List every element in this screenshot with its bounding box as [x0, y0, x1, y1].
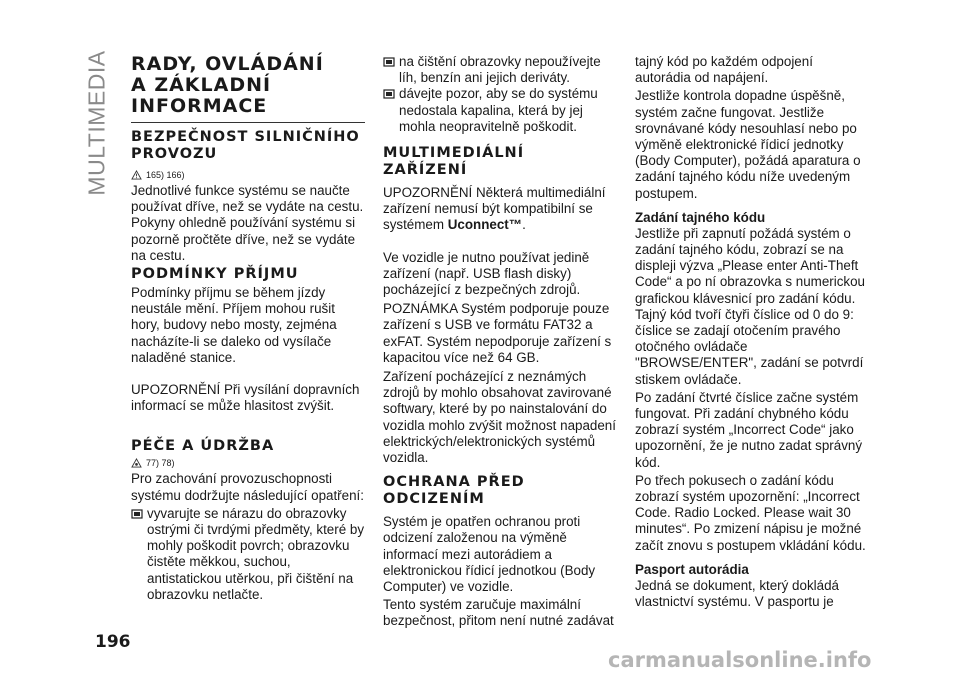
warning-references	[131, 457, 365, 469]
caution-hand-icon	[131, 458, 142, 468]
section-heading-care: PÉČE A ÚDRŽBA	[131, 438, 275, 455]
heading-line: MULTIMEDIÁLNÍ	[383, 145, 525, 162]
bullet-text: dávejte pozor, aby se do systému nedostala kapalina, která by jej mohla neopravitelně poškodit.	[399, 86, 598, 134]
bullet-text: vyvarujte se nárazu do obrazovky ostrými či tvrdými předměty, které by mohly poškodit povrch; obrazovku čistěte měkkou, suchou, antistatickou utěrkou, při čištění na obrazovku netlačte.	[147, 505, 365, 602]
column-2	[383, 54, 617, 632]
section-heading-reception: PODMÍNKY PŘÍJMU	[131, 266, 299, 283]
reference-numbers: 77) 78)	[146, 458, 175, 469]
warning-note: UPOZORNĚNÍ Při vysílání dopravních informací se může hlasitost zvýšit.	[131, 382, 360, 414]
reference-numbers: 165) 166)	[146, 170, 185, 180]
paragraph: Po třech pokusech o zadání kódu zobrazí systém upozornění: „Incorrect Code. Radio Locked. Please wait 30 minutes“. Po zmizení nápisu je možné začít znovu s postupem vkládání kódu.	[635, 472, 866, 553]
warning-text: UPOZORNĚNÍ Některá multimediální zařízení nemusí být kompatibilní se systémem	[383, 185, 606, 233]
heading-line: BEZPEČNOST SILNIČNÍHO	[131, 129, 360, 145]
paragraph: Jednotlivé funkce systému se naučte používat dříve, než se vydáte na cestu. Pokyny ohledně používání systému si pozorně pročtěte dříve, než se vydáte na cestu.	[131, 183, 364, 263]
paragraph: Jedná se dokument, který dokládá vlastnictví systému. V pasportu je	[635, 577, 839, 610]
section-heading-anti-theft	[383, 474, 617, 508]
watermark: carmanualsonline.info	[608, 648, 872, 672]
section-sidebar-label	[80, 48, 114, 198]
section-label-text: MULTIMEDIA	[83, 50, 110, 196]
warning-triangle-icon	[131, 170, 142, 180]
paragraph: Podmínky příjmu se během jízdy neustále mění. Příjem mohou rušit hory, budovy nebo mosty, zejména nacházíte-li se daleko od vysílače naladěné stanice.	[131, 285, 337, 365]
title-line-2: A ZÁKLADNÍ	[131, 74, 272, 96]
bullet-marker-icon	[383, 89, 395, 99]
paragraph: Po zadání čtvrté číslice začne systém fungovat. Při zadání chybného kódu zobrazí systém „Incorrect Code“ jako upozornění, že je nutno zadat správný kód.	[635, 389, 863, 470]
paragraph: Zařízení pocházející z neznámých zdrojů by mohlo obsahovat zavirované softwary, které by po nainstalování do vozidla mohlo zvýšit možnost napadení elektrických/elektronických systémů vozidla.	[383, 369, 616, 466]
page-number: 196	[95, 632, 131, 652]
paragraph: Jestliže kontrola dopadne úspěšně, systém začne fungovat. Jestliže srovnávané kódy nesouhlasí nebo po výměně elektronické řídicí jednotky (Body Computer), požádá aparatura o zadání tajného kódu níže uvedeným postupem.	[635, 88, 861, 201]
paragraph: Pro zachování provozuschopnosti systému dodržujte následující opatření:	[131, 471, 364, 503]
title-line-3: INFORMACE	[131, 95, 268, 117]
subheading-code-entry: Zadání tajného kódu	[635, 209, 766, 225]
column-1	[131, 54, 365, 603]
heading-line: ODCIZENÍM	[383, 491, 485, 508]
heading-line: ZAŘÍZENÍ	[383, 162, 468, 179]
column-3	[635, 54, 869, 612]
subheading-radio-passport: Pasport autorádia	[635, 561, 749, 577]
paragraph: Systém je opatřen ochranou proti odcizení založenou na výměně informací mezi autorádiem a elektronickou řídicí jednotkou (Body Computer) ve vozidle.	[383, 514, 596, 595]
bullet-text: na čištění obrazovky nepoužívejte líh, benzín ani jejich deriváty.	[399, 54, 601, 86]
punctuation: .	[522, 217, 526, 233]
bullet-item	[131, 506, 365, 603]
section-heading-multimedia	[383, 145, 617, 179]
bullet-marker-icon	[131, 509, 143, 519]
section-heading-road-safety	[131, 129, 365, 163]
heading-line: OCHRANA PŘED	[383, 474, 525, 491]
warning-note	[383, 185, 617, 234]
bullet-item	[383, 86, 617, 135]
bullet-marker-icon	[383, 57, 395, 67]
paragraph: Jestliže při zapnutí požádá systém o zadání tajného kódu, zobrazí se na displeji výzva „Please enter Anti-Theft Code“ a po ní obrazovka s numerickou grafickou klávesnicí pro zadání kódu. Tajný kód tvoří čtyři číslice od 0 do 9: číslice se zadají otočením pravého otočného ovládače "BROWSE/ENTER", zadání se potvrdí stiskem ovládače.	[635, 225, 865, 387]
brand-name: Uconnect™	[447, 217, 523, 233]
warning-references	[131, 169, 365, 181]
bullet-item	[383, 54, 617, 86]
paragraph: Ve vozidle je nutno používat jedině zařízení (např. USB flash disky) pocházející z bezpečných zdrojů.	[383, 249, 590, 298]
title-line-1: RADY, OVLÁDÁNÍ	[131, 53, 324, 75]
heading-line: PROVOZU	[131, 146, 218, 162]
paragraph: tajný kód po každém odpojení autorádia od napájení.	[635, 54, 813, 86]
paragraph: Tento systém zaručuje maximální bezpečnost, přitom není nutné zadávat	[383, 597, 614, 629]
page-title	[131, 54, 365, 123]
paragraph: POZNÁMKA Systém podporuje pouze zařízení s USB ve formátu FAT32 a exFAT. Systém nepodporuje zařízení s kapacitou více než 64 GB.	[383, 301, 612, 365]
